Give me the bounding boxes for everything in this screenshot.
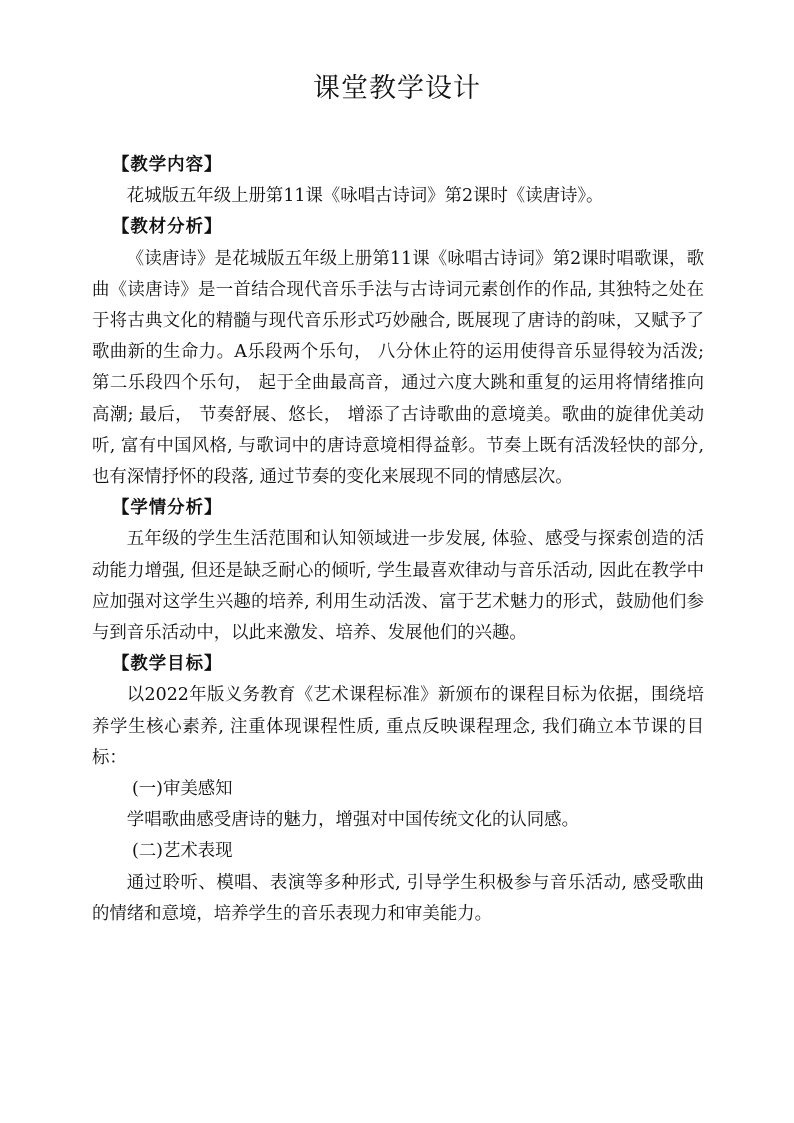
goal-label-aesthetic: (一)审美感知 [132, 779, 233, 800]
section-heading-goals: 【教学目标】 [112, 654, 223, 675]
section-heading-content: 【教学内容】 [112, 155, 223, 175]
goal-label-performance: (二)艺术表现 [132, 841, 233, 862]
goal-text-performance: 通过聆听、模唱、表演等多种形式, 引导学生积极参与音乐活动, 感受歌曲的情绪和意境，培养学生的音乐表现力和审美能力。 [92, 872, 704, 924]
section-paragraph-content: 花城版五年级上册第11课《咏唱古诗词》第2课时《读唐诗》。 [126, 186, 604, 207]
section-paragraph-material: 《读唐诗》是花城版五年级上册第11课《咏唱古诗词》第2课时唱歌课，歌曲《读唐诗》是一首结合现代音乐手法与古诗词元素创作的作品, 其独特之处在于将古典文化的精髓与现代音乐形式巧妙融合, 既展现了唐诗的韵味，又赋予了歌曲新的生命力。A乐段两个乐句， 八分休止符的运用使得音乐显得较为活泼; 第二乐段四个乐句， 起于全曲最高音，通过六度大跳和重复的运用将情绪推向高潮; 最后， 节奏舒展、悠长， 增添了古诗歌曲的意境美。歌曲的旋律优美动听, 富有中国风格, 与歌词中的唐诗意境相得益彰。节奏上既有活泼轻快的部分, 也有深情抒怀的段落, 通过节奏的变化来展现不同的情感层次。 [92, 248, 704, 488]
goal-text-aesthetic: 学唱歌曲感受唐诗的魅力，增强对中国传统文化的认同感。 [126, 810, 579, 831]
section-heading-material: 【教材分析】 [112, 217, 223, 238]
section-paragraph-goals: 以2022年版义务教育《艺术课程标准》新颁布的课程目标为依据，围绕培养学生核心素养, 注重体现课程性质, 重点反映课程理念, 我们确立本节课的目标： [92, 685, 704, 768]
section-paragraph-students: 五年级的学生生活范围和认知领域进一步发展, 体验、感受与探索创造的活动能力增强, 但还是缺乏耐心的倾听, 学生最喜欢律动与音乐活动, 因此在教学中应加强对这学生兴趣的培养, 利用生动活泼、富于艺术魅力的形式，鼓励他们参与到音乐活动中，以此来激发、培养、发展他们的兴趣。 [92, 529, 704, 644]
page-title: 课堂教学设计 [313, 73, 481, 104]
section-heading-students: 【学情分析】 [112, 498, 223, 519]
document-body [92, 150, 704, 930]
